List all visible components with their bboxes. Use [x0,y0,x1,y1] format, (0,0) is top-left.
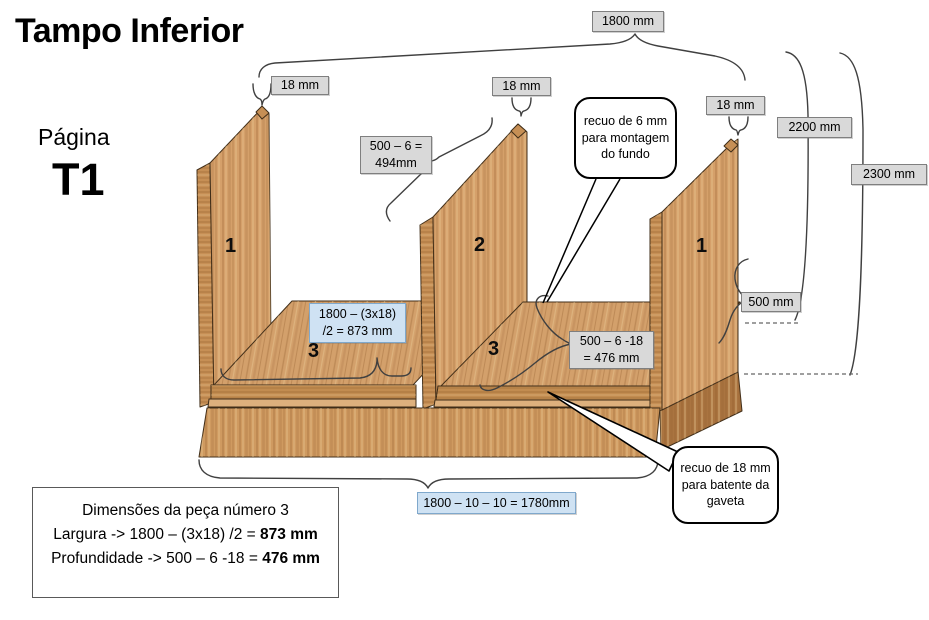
info-box-depth-line [33,547,338,571]
label-height-2300: 2300 mm [851,164,927,185]
label-top-width: 1800 mm [592,11,664,32]
info-box-title: Dimensões da peça número 3 [82,502,289,519]
label-shelf-width [309,303,406,343]
dimensions-info-box [32,487,339,598]
brace-1800 [259,34,745,80]
brace-18-right [729,117,748,135]
info-box-depth-prefix: Profundidade -> 500 – 6 -18 = [51,550,263,568]
label-shelf-depth-line1: 500 – 6 -18 [579,334,644,349]
label-divider-depth-line1: 500 – 6 = [369,139,423,154]
callout-back-recess: recuo de 6 mm para montagem do fundo [574,97,677,179]
info-box-width-value: 873 mm [260,526,318,544]
label-divider-depth [360,136,432,174]
label-thickness-middle: 18 mm [492,77,551,96]
label-base-width: 1800 – 10 – 10 = 1780mm [417,492,576,514]
brace-18-left [253,84,271,105]
label-shelf-depth-line2: = 476 mm [583,351,640,365]
info-box-width-line [33,523,338,547]
part-number-left-panel: 1 [225,235,237,257]
label-height-2200: 2200 mm [777,117,852,138]
label-depth-500: 500 mm [741,292,801,312]
part-number-left-shelf: 3 [308,340,320,362]
brace-18-middle [512,98,531,116]
brace-1780 [199,460,658,488]
info-box-width-prefix: Largura -> 1800 – (3x18) /2 = [53,526,261,544]
label-thickness-right: 18 mm [706,96,765,115]
brace-2200 [786,52,808,320]
page-label: Página [38,124,110,150]
part-number-middle-panel: 2 [474,234,486,256]
pointer-back-recess-a [543,179,596,303]
label-shelf-depth [569,331,654,369]
page-title: Tampo Inferior [15,12,244,50]
page-number: T1 [52,154,105,205]
brace-2300 [840,53,863,375]
label-divider-depth-line2: 494mm [375,156,417,170]
info-box-depth-value: 476 mm [262,550,320,568]
label-shelf-width-line2: /2 = 873 mm [322,324,393,338]
part-number-right-shelf: 3 [488,338,500,360]
pointer-back-recess-b [547,179,620,302]
part-number-right-panel: 1 [696,235,708,257]
right-side-panel [650,139,738,413]
label-thickness-left: 18 mm [271,76,329,95]
callout-drawer-recess: recuo de 18 mm para batente da gaveta [672,446,779,524]
label-shelf-width-line1: 1800 – (3x18) [318,307,397,322]
